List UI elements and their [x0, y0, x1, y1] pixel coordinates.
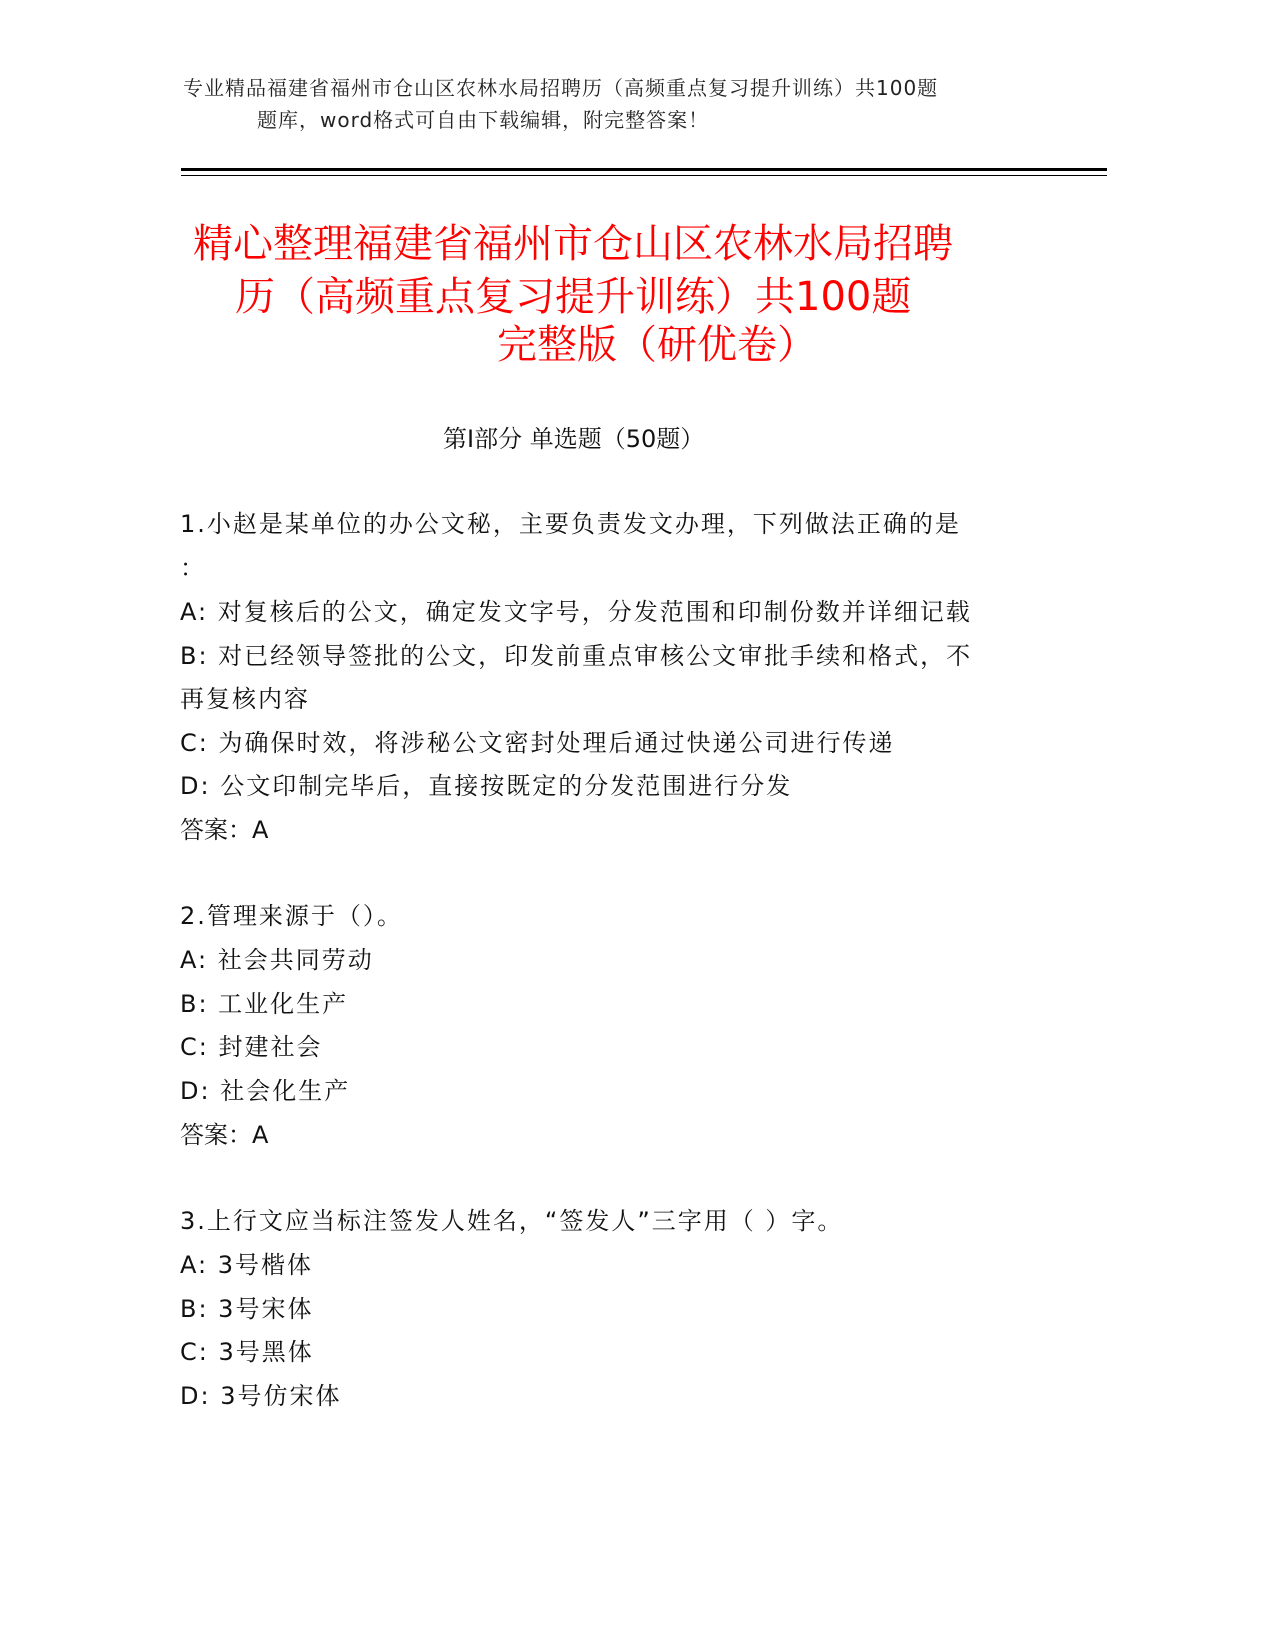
question-stem: 3.上行文应当标注签发人姓名，“签发人”三字用（ ）字。	[180, 1207, 844, 1235]
option-a: A: 3号楷体	[180, 1251, 313, 1279]
option-b: B: 工业化生产	[180, 990, 349, 1018]
option-b-continued: 再复核内容	[180, 685, 310, 713]
header-divider-thick	[181, 168, 1107, 171]
answer: 答案：A	[180, 816, 269, 844]
header-line-1: 专业精品福建省福州市仓山区农林水局招聘历（高频重点复习提升训练）共100题	[183, 76, 939, 100]
option-d: D: 公文印制完毕后，直接按既定的分发范围进行分发	[180, 772, 793, 800]
question-stem: 2.管理来源于（）。	[180, 902, 403, 930]
title-line-3: 完整版（研优卷）	[497, 322, 817, 368]
option-c: C: 为确保时效，将涉秘公文密封处理后通过快递公司进行传递	[180, 729, 895, 757]
option-d: D: 社会化生产	[180, 1077, 351, 1105]
question-stem-continued: ：	[180, 554, 206, 582]
option-b: B: 对已经领导签批的公文，印发前重点审核公文审批手续和格式，不	[180, 642, 973, 670]
option-b: B: 3号宋体	[180, 1295, 314, 1323]
title-line-1: 精心整理福建省福州市仓山区农林水局招聘	[193, 221, 953, 267]
question-stem: 1.小赵是某单位的办公文秘，主要负责发文办理，下列做法正确的是	[180, 510, 961, 538]
title-line-2: 历（高频重点复习提升训练）共100题	[235, 274, 912, 320]
option-c: C: 3号黑体	[180, 1338, 314, 1366]
answer: 答案：A	[180, 1121, 269, 1149]
section-heading: 第Ⅰ部分 单选题（50题）	[443, 425, 705, 453]
option-a: A: 对复核后的公文，确定发文字号，分发范围和印制份数并详细记载	[180, 598, 972, 626]
option-c: C: 封建社会	[180, 1033, 323, 1061]
header-divider-thin	[181, 175, 1107, 176]
option-d: D: 3号仿宋体	[180, 1382, 342, 1410]
option-a: A: 社会共同劳动	[180, 946, 374, 974]
header-line-2: 题库，word格式可自由下载编辑，附完整答案！	[257, 108, 710, 132]
